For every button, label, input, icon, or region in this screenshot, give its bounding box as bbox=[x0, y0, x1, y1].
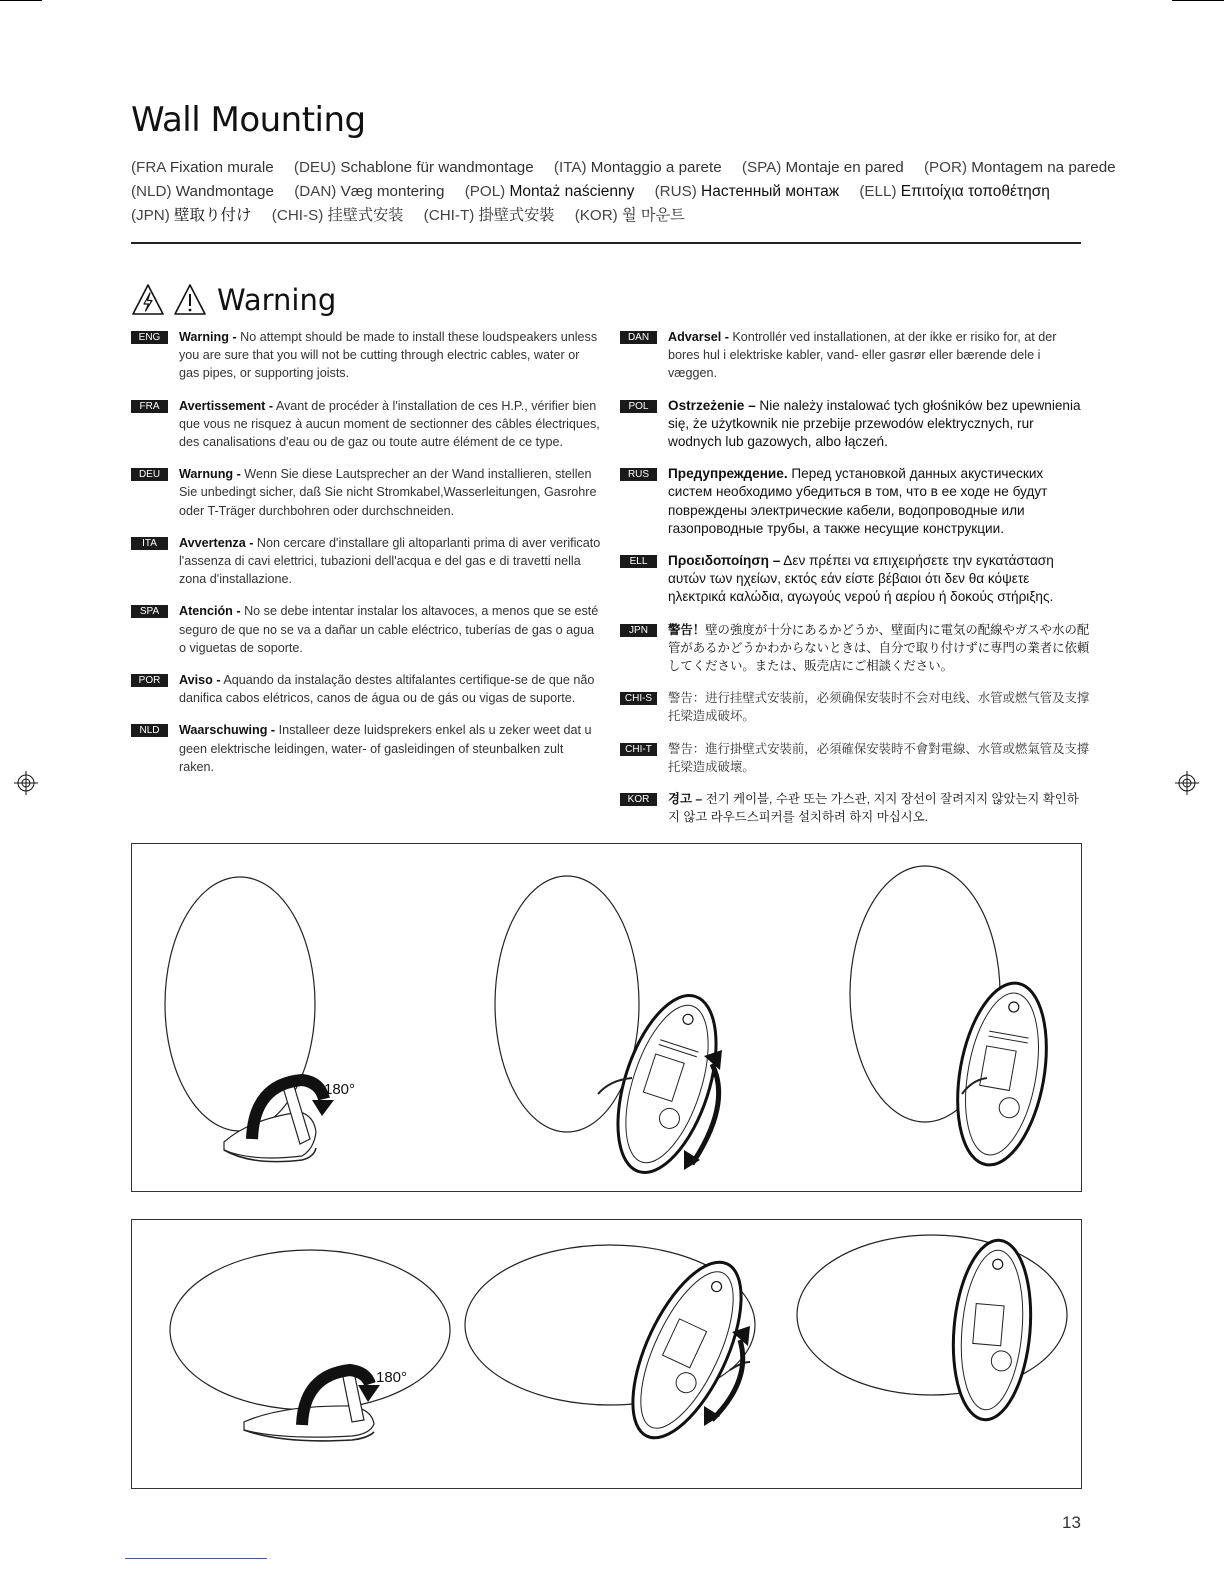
translation-pol: (POL) Montaż naścienny bbox=[464, 183, 635, 200]
warning-jpn bbox=[620, 621, 1090, 676]
speaker-on-stand bbox=[165, 877, 355, 1162]
warnings-right-column bbox=[620, 328, 1090, 840]
speaker-wall-mounted-horizontal bbox=[797, 1235, 1067, 1423]
lang-badge: CHI-T bbox=[620, 743, 657, 756]
warning-text: Avertissement - Avant de procéder à l'installation de ces H.P., vérifier bien que vous ne risquez à aucun moment de sectionner des câbles électriques, des canalisations d'eau ou de gaz ou toute autre élément de ce type. bbox=[179, 398, 600, 450]
lang-badge: DAN bbox=[620, 331, 657, 344]
lang-badge: FRA bbox=[131, 400, 168, 413]
warning-text: Advarsel - Kontrollér ved installationen, at der ikke er risiko for, at der bores hul i elektriske kabler, vand- eller gasrør eller bærende dele i væggen. bbox=[668, 330, 1057, 381]
lang-badge: DEU bbox=[131, 468, 168, 481]
translation-rus: (RUS) Настенный монтаж bbox=[654, 183, 840, 200]
warning-rus bbox=[620, 465, 1090, 538]
translation-spa: (SPA) Montaje en pared bbox=[741, 159, 904, 176]
lang-badge: KOR bbox=[620, 793, 657, 806]
translation-dan: (DAN) Væg montering bbox=[294, 183, 445, 200]
warning-text: Ostrzeżenie – Nie należy instalować tych głośników bez upewnienia się, że użytkownik nie przebije przewodów elektrycznych, rur wodnych lub gazowych, albo łączeń. bbox=[668, 397, 1081, 450]
lang-badge: ITA bbox=[131, 537, 168, 550]
warning-text: 警告！壁の強度が十分にあるかどうか、壁面内に電気の配線やガスや水の配管があるかどうかわからないときは、自分で取り付けずに専門の業者に依頼してください。または、販売店にご相談ください。 bbox=[668, 622, 1090, 674]
lang-badge: POR bbox=[131, 674, 168, 687]
electric-hazard-icon bbox=[131, 283, 165, 317]
crop-mark-top-right bbox=[1172, 0, 1224, 1]
warning-text: 警告：进行挂壁式安装前，必须确保安装时不会对电线、水管或燃气管及支撑托梁造成破坏。 bbox=[668, 691, 1090, 724]
warning-text: Avvertenza - Non cercare d'installare gli altoparlanti prima di aver verificato l'assenza di cavi elettrici, tubazioni dell'acqua e del gas e di travetti nella zona d'installazione. bbox=[179, 535, 601, 587]
vertical-mount-illustration bbox=[132, 844, 1081, 1191]
lang-badge: RUS bbox=[620, 468, 657, 481]
figure-panel-vertical bbox=[131, 843, 1082, 1192]
translation-chi-t: (CHI-T) 掛壁式安裝 bbox=[423, 207, 555, 224]
translation-ita: (ITA) Montaggio a parete bbox=[553, 159, 722, 176]
lang-badge: ENG bbox=[131, 331, 168, 344]
header-divider bbox=[131, 242, 1081, 244]
warning-text: Waarschuwing - Installeer deze luidsprekers enkel als u zeker weet dat u geen elektrische leidingen, water- of gasleidingen of steunbalken zult raken. bbox=[179, 723, 592, 774]
lang-badge: ELL bbox=[620, 555, 657, 568]
translation-ell: (ELL) Επιτοίχια τοποθέτηση bbox=[859, 183, 1050, 200]
footer-rule bbox=[125, 1558, 267, 1559]
rotation-label-1: 180° bbox=[324, 1081, 356, 1098]
warnings-left-column bbox=[131, 328, 601, 790]
registration-mark-left bbox=[14, 771, 38, 795]
translation-nld: (NLD) Wandmontage bbox=[131, 183, 274, 200]
speaker-bracket-attach-horizontal bbox=[465, 1245, 763, 1453]
warning-text: 경고 – 전기 케이블, 수관 또는 가스관, 지지 장선이 잘려지지 않았는지 확인하지 않고 라우드스피커를 설치하려 하지 마십시오. bbox=[668, 792, 1079, 825]
page-number: 13 bbox=[1062, 1513, 1081, 1532]
translations-line-1 bbox=[131, 156, 1116, 180]
translation-chi-s: (CHI-S) 挂壁式安装 bbox=[271, 207, 404, 224]
warning-heading bbox=[131, 280, 336, 320]
translation-fra: (FRA Fixation murale bbox=[131, 159, 274, 176]
translation-deu: (DEU) Schablone für wandmontage bbox=[293, 159, 534, 176]
speaker-bracket-attach bbox=[495, 876, 735, 1184]
warning-por bbox=[131, 671, 601, 707]
warning-title: Warning bbox=[217, 283, 337, 317]
horizontal-mount-illustration bbox=[132, 1220, 1081, 1488]
title-translations bbox=[131, 156, 1116, 228]
warning-text: Atención - No se debe intentar instalar los altavoces, a menos que se esté seguro de que no se va a dañar un cable eléctrico, tuberías de gas o agua o viguetas de soporte. bbox=[179, 604, 599, 655]
warning-deu bbox=[131, 465, 601, 520]
caution-icon bbox=[173, 283, 207, 317]
warning-pol bbox=[620, 397, 1090, 452]
warning-ell bbox=[620, 552, 1090, 607]
warning-dan bbox=[620, 328, 1090, 383]
warning-kor bbox=[620, 790, 1090, 826]
lang-badge: POL bbox=[620, 400, 657, 413]
translation-por: (POR) Montagem na parede bbox=[923, 159, 1116, 176]
lang-badge: NLD bbox=[131, 724, 168, 737]
translations-line-2 bbox=[131, 180, 1091, 204]
warning-eng bbox=[131, 328, 601, 383]
warning-nld bbox=[131, 721, 601, 776]
crop-mark-top-left bbox=[0, 0, 42, 1]
warning-text: Предупреждение. Перед установкой данных акустических систем необходимо убедиться в том, что в ее ходе не будут повреждены электрические кабели, водопроводные или газопроводные трубы, а также несущие конструкции. bbox=[668, 466, 1048, 536]
figure-panel-horizontal bbox=[131, 1219, 1082, 1489]
lang-badge: SPA bbox=[131, 605, 168, 618]
warning-text: Προειδοποίηση – Δεν πρέπει να επιχειρήσετε την εγκατάσταση αυτών των ηχείων, εκτός εάν είστε βέβαιοι ότι δεν θα κόψετε ηλεκτρικά καλώδια, αγωγούς νερού ή αερίου ή δοκούς στήριξης. bbox=[668, 553, 1054, 605]
rotation-label-2: 180° bbox=[376, 1369, 408, 1386]
warning-ita bbox=[131, 534, 601, 589]
translation-jpn: (JPN) 壁取り付け bbox=[131, 207, 252, 224]
translation-kor: (KOR) 월 마운트 bbox=[574, 207, 685, 224]
warning-fra bbox=[131, 397, 601, 452]
lang-badge: JPN bbox=[620, 624, 657, 637]
warning-spa bbox=[131, 602, 601, 657]
translations-line-3 bbox=[131, 204, 1091, 228]
warning-text: Aviso - Aquando da instalação destes altifalantes certifique-se de que não danifica cabos elétricos, canos de água ou de gás ou vigas de suporte. bbox=[179, 673, 595, 706]
warning-chi-s bbox=[620, 689, 1090, 725]
warning-chi-t bbox=[620, 740, 1090, 776]
warning-text: 警告：進行掛壁式安裝前，必須確保安裝時不會對電線、水管或燃氣管及支撐托梁造成破壞。 bbox=[668, 741, 1090, 774]
lang-badge: CHI-S bbox=[620, 692, 657, 705]
speaker-on-stand-horizontal bbox=[170, 1250, 450, 1441]
speaker-wall-mounted bbox=[850, 866, 1059, 1172]
warning-text: Warnung - Wenn Sie diese Lautsprecher an der Wand installieren, stellen Sie unbedingt sicher, daß Sie nicht Stromkabel,Wasserleitungen, Gasrohre oder T-Träger durchbohren oder durchschneiden. bbox=[179, 467, 597, 518]
page-title: Wall Mounting bbox=[131, 100, 366, 140]
warning-text: Warning - No attempt should be made to install these loudspeakers unless you are sure that you will not be cutting through electric cables, water or gas pipes, or supporting joists. bbox=[179, 330, 598, 381]
registration-mark-right bbox=[1175, 771, 1199, 795]
